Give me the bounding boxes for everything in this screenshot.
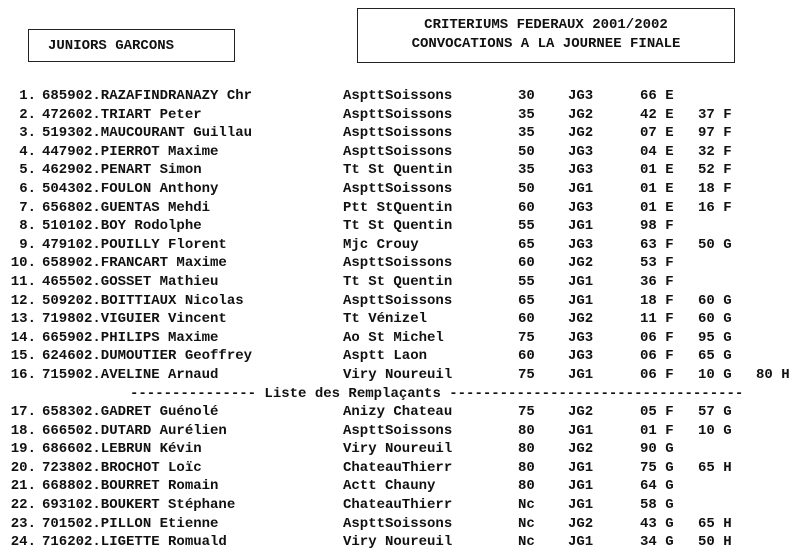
- result-1: 98 F: [640, 218, 674, 235]
- club-name: AspttSoissons: [343, 106, 453, 123]
- club-name: Tt St Quentin: [343, 273, 453, 290]
- list-row: [0, 200, 800, 219]
- club-name: AspttSoissons: [343, 422, 453, 439]
- result-1: 06 F: [640, 329, 674, 346]
- list-row: [0, 311, 800, 330]
- result-2: 57 G: [698, 404, 732, 421]
- club-name: Ptt StQuentin: [343, 199, 453, 216]
- list-row: [0, 162, 800, 181]
- result-1: 58 G: [640, 497, 674, 514]
- club-name: AspttSoissons: [343, 143, 453, 160]
- club-name: Asptt Laon: [343, 348, 428, 365]
- player-name: 509202.BOITTIAUX Nicolas: [42, 292, 244, 309]
- club-name: Anizy Chateau: [343, 404, 453, 421]
- list-row: [0, 181, 800, 200]
- row-number: 4.: [19, 143, 36, 160]
- result-2: 16 F: [698, 199, 732, 216]
- list-row: [0, 255, 800, 274]
- title-line-1: CRITERIUMS FEDERAUX 2001/2002: [424, 17, 668, 33]
- points: Nc: [518, 497, 535, 514]
- list-row: [0, 534, 800, 553]
- row-number: 22.: [10, 497, 36, 514]
- player-name: 462902.PENART Simon: [42, 162, 202, 179]
- club-name: Viry Noureuil: [343, 366, 453, 383]
- result-2: 60 G: [698, 292, 732, 309]
- player-name: 693102.BOUKERT Stéphane: [42, 497, 236, 514]
- result-3: 80 H: [756, 366, 790, 383]
- row-number: 2.: [19, 106, 36, 123]
- category-code: JG1: [568, 459, 594, 476]
- result-2: 60 G: [698, 311, 732, 328]
- result-2: 65 H: [698, 459, 732, 476]
- result-1: 53 F: [640, 255, 674, 272]
- category-code: JG1: [568, 218, 594, 235]
- row-number: 11.: [10, 273, 36, 290]
- result-1: 01 E: [640, 199, 674, 216]
- title-box: [357, 8, 735, 63]
- category-code: JG3: [568, 143, 594, 160]
- category-code: JG2: [568, 106, 594, 123]
- club-name: Actt Chauny: [343, 478, 436, 495]
- club-name: ChateauThierr: [343, 459, 453, 476]
- result-2: 50 G: [698, 236, 732, 253]
- row-number: 19.: [10, 441, 36, 458]
- row-number: 21.: [10, 478, 36, 495]
- title-line-2: CONVOCATIONS A LA JOURNEE FINALE: [411, 36, 681, 52]
- row-number: 8.: [19, 218, 36, 235]
- category-code: JG1: [568, 366, 594, 383]
- list-row: [0, 125, 800, 144]
- row-number: 1.: [19, 88, 36, 104]
- club-name: AspttSoissons: [343, 255, 453, 272]
- list-row: [0, 516, 800, 535]
- club-name: AspttSoissons: [343, 292, 453, 309]
- row-number: 12.: [10, 292, 36, 309]
- category-code: JG3: [568, 329, 594, 346]
- result-1: 90 G: [640, 441, 674, 458]
- player-name: 465502.GOSSET Mathieu: [42, 273, 219, 290]
- points: 55: [518, 218, 535, 235]
- row-number: 9.: [19, 236, 36, 253]
- result-1: 34 G: [640, 534, 674, 551]
- list-row: [0, 237, 800, 256]
- points: Nc: [518, 515, 535, 532]
- category-code: JG1: [568, 273, 594, 290]
- category-code: JG3: [568, 88, 594, 104]
- player-name: 447902.PIERROT Maxime: [42, 143, 219, 160]
- points: 50: [518, 143, 535, 160]
- player-name: 668802.BOURRET Romain: [42, 478, 219, 495]
- list-row: [0, 144, 800, 163]
- list-row: [0, 441, 800, 460]
- list-row: [0, 293, 800, 312]
- result-1: 11 F: [640, 311, 674, 328]
- result-1: 06 F: [640, 366, 674, 383]
- player-name: 504302.FOULON Anthony: [42, 180, 219, 197]
- category-code: JG2: [568, 515, 594, 532]
- result-2: 10 G: [698, 366, 732, 383]
- points: 55: [518, 273, 535, 290]
- points: 35: [518, 106, 535, 123]
- result-1: 36 F: [640, 273, 674, 290]
- result-1: 43 G: [640, 515, 674, 532]
- points: 35: [518, 162, 535, 179]
- row-number: 3.: [19, 125, 36, 142]
- list-row: [0, 330, 800, 349]
- player-name: 686602.LEBRUN Kévin: [42, 441, 202, 458]
- row-number: 13.: [10, 311, 36, 328]
- row-number: 6.: [19, 180, 36, 197]
- result-1: 64 G: [640, 478, 674, 495]
- list-row: [0, 423, 800, 442]
- list-row: [0, 367, 800, 386]
- player-name: 519302.MAUCOURANT Guillau: [42, 125, 253, 142]
- list-row: [0, 497, 800, 516]
- player-name: 479102.POUILLY Florent: [42, 236, 227, 253]
- category-code: JG1: [568, 422, 594, 439]
- points: 35: [518, 125, 535, 142]
- player-name: 723802.BROCHOT Loïc: [42, 459, 202, 476]
- player-name: 472602.TRIART Peter: [42, 106, 202, 123]
- category-code: JG1: [568, 292, 594, 309]
- player-name: 685902.RAZAFINDRANAZY Chr: [42, 88, 253, 104]
- club-name: Tt St Quentin: [343, 162, 453, 179]
- player-name: 716202.LIGETTE Romuald: [42, 534, 227, 551]
- points: 65: [518, 292, 535, 309]
- category-code: JG2: [568, 441, 594, 458]
- points: 60: [518, 348, 535, 365]
- club-name: Viry Noureuil: [343, 534, 453, 551]
- row-number: 18.: [10, 422, 36, 439]
- club-name: Ao St Michel: [343, 329, 444, 346]
- list-row: [0, 404, 800, 423]
- points: 65: [518, 236, 535, 253]
- player-name: 510102.BOY Rodolphe: [42, 218, 202, 235]
- points: 60: [518, 199, 535, 216]
- points: 75: [518, 329, 535, 346]
- club-name: AspttSoissons: [343, 180, 453, 197]
- result-2: 18 F: [698, 180, 732, 197]
- separator-label: --------------- Liste des Remplaçants -----------------------------------: [130, 385, 744, 402]
- result-1: 63 F: [640, 236, 674, 253]
- result-2: 50 H: [698, 534, 732, 551]
- club-name: Mjc Crouy: [343, 236, 419, 253]
- result-2: 37 F: [698, 106, 732, 123]
- result-1: 07 E: [640, 125, 674, 142]
- result-2: 32 F: [698, 143, 732, 160]
- player-name: 719802.VIGUIER Vincent: [42, 311, 227, 328]
- category-code: JG3: [568, 199, 594, 216]
- result-2: 52 F: [698, 162, 732, 179]
- category-code: JG1: [568, 478, 594, 495]
- category-code: JG2: [568, 311, 594, 328]
- points: 50: [518, 180, 535, 197]
- row-number: 15.: [10, 348, 36, 365]
- convocation-list: [0, 88, 800, 553]
- points: 60: [518, 255, 535, 272]
- list-row: [0, 478, 800, 497]
- club-name: ChateauThierr: [343, 497, 453, 514]
- result-2: 95 G: [698, 329, 732, 346]
- list-row: [0, 107, 800, 126]
- result-2: 97 F: [698, 125, 732, 142]
- points: Nc: [518, 534, 535, 551]
- club-name: Tt Vénizel: [343, 311, 428, 328]
- result-1: 75 G: [640, 459, 674, 476]
- points: 80: [518, 478, 535, 495]
- points: 60: [518, 311, 535, 328]
- row-number: 7.: [19, 199, 36, 216]
- result-2: 65 G: [698, 348, 732, 365]
- row-number: 17.: [10, 404, 36, 421]
- category-code: JG1: [568, 180, 594, 197]
- result-1: 42 E: [640, 106, 674, 123]
- category-code: JG2: [568, 404, 594, 421]
- category-code: JG2: [568, 255, 594, 272]
- category-label: JUNIORS GARCONS: [48, 38, 175, 54]
- club-name: AspttSoissons: [343, 125, 453, 142]
- category-code: JG3: [568, 236, 594, 253]
- result-1: 04 E: [640, 143, 674, 160]
- result-1: 01 F: [640, 422, 674, 439]
- category-code: JG1: [568, 534, 594, 551]
- row-number: 10.: [10, 255, 36, 272]
- player-name: 665902.PHILIPS Maxime: [42, 329, 219, 346]
- category-code: JG1: [568, 497, 594, 514]
- row-number: 20.: [10, 459, 36, 476]
- result-2: 10 G: [698, 422, 732, 439]
- points: 75: [518, 404, 535, 421]
- points: 75: [518, 366, 535, 383]
- result-1: 05 F: [640, 404, 674, 421]
- result-2: 65 H: [698, 515, 732, 532]
- list-row: [0, 88, 800, 107]
- category-code: JG2: [568, 125, 594, 142]
- list-row: [0, 348, 800, 367]
- list-row: [0, 460, 800, 479]
- player-name: 624602.DUMOUTIER Geoffrey: [42, 348, 253, 365]
- result-1: 01 E: [640, 162, 674, 179]
- club-name: Tt St Quentin: [343, 218, 453, 235]
- list-row: [0, 274, 800, 293]
- category-code: JG3: [568, 162, 594, 179]
- points: 80: [518, 459, 535, 476]
- player-name: 656802.GUENTAS Mehdi: [42, 199, 211, 216]
- result-1: 01 E: [640, 180, 674, 197]
- player-name: 666502.DUTARD Aurélien: [42, 422, 227, 439]
- result-1: 06 F: [640, 348, 674, 365]
- result-1: 18 F: [640, 292, 674, 309]
- replacements-separator: [0, 386, 800, 405]
- list-row: [0, 218, 800, 237]
- row-number: 16.: [10, 366, 36, 383]
- club-name: Viry Noureuil: [343, 441, 453, 458]
- row-number: 23.: [10, 515, 36, 532]
- club-name: AspttSoissons: [343, 88, 453, 104]
- row-number: 24.: [10, 534, 36, 551]
- club-name: AspttSoissons: [343, 515, 453, 532]
- points: 30: [518, 88, 535, 104]
- player-name: 701502.PILLON Etienne: [42, 515, 219, 532]
- points: 80: [518, 441, 535, 458]
- player-name: 658902.FRANCART Maxime: [42, 255, 227, 272]
- player-name: 658302.GADRET Guénolé: [42, 404, 219, 421]
- row-number: 5.: [19, 162, 36, 179]
- category-code: JG3: [568, 348, 594, 365]
- category-box: [28, 29, 235, 62]
- result-1: 66 E: [640, 88, 674, 104]
- row-number: 14.: [10, 329, 36, 346]
- points: 80: [518, 422, 535, 439]
- player-name: 715902.AVELINE Arnaud: [42, 366, 219, 383]
